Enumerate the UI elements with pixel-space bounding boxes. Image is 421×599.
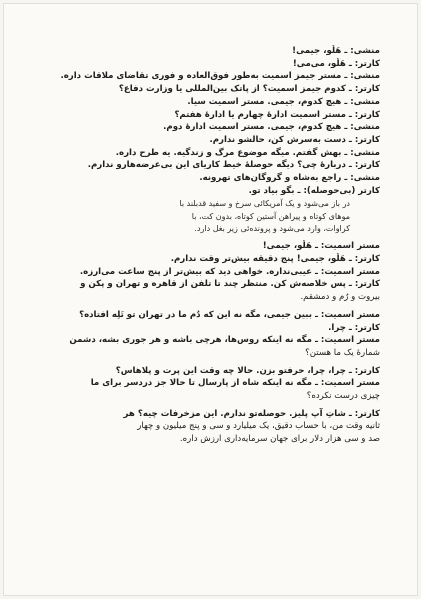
dialogue-line: منشی: ـ هیچ کدوم، جیمی. مستر اسمیت سیا. — [187, 96, 380, 107]
dialogue-line: کارتر: ـ چرا. — [328, 322, 380, 333]
dialogue-line: کارتر: ـ چرا، چرا، حرفتو بزن. حالا چه وقت این پرت و پلاهاس؟ — [115, 365, 380, 376]
dialogue-continuation-line: ثانیه وقت من، با حساب دقیق، یک میلیارد و سی و پنج میلیون و چهار — [137, 421, 380, 432]
dialogue-line: مستر اسمیت: ـ مگه نه اینکه شاه از پارسال تا حالا جز دردسر برای ما — [90, 378, 380, 389]
dialogue-line: کارتر: ـ شاتِ آپ پلیز. حوصله‌تو ندارم. این مزخرفات چیه؟ هر — [123, 408, 380, 419]
dialogue-block — [25, 240, 380, 446]
dialogue-line: کارتر: ـ هَلُو، می‌می! — [292, 58, 380, 69]
dialogue-line: منشی: ـ مستر جیمز اسمیت به‌طور فوق‌العاده و فوری تقاضای ملاقات داره. — [60, 71, 380, 82]
dialogue-continuation-line: صد و سی هزار دلار برای جهان سرمایه‌داری ارزش داره. — [179, 434, 380, 445]
dialogue-continuation-line: چیزی درست نکرده؟ — [306, 391, 380, 402]
dialogue-line: کارتر: ـ پس خلاصه‌ش کن. منتظر چند تا تلفن از قاهره و تهران و پکن و — [80, 279, 380, 290]
dialogue-line: منشی: ـ هَلُو، جیمی! — [292, 46, 380, 56]
dialogue-block — [25, 45, 380, 197]
document-body — [25, 45, 380, 446]
dialogue-line: کارتر: ـ دربارهٔ چی؟ دیگه حوصلهٔ خیط کاریای این بی‌عرضه‌هارو ندارم. — [87, 160, 380, 171]
dialogue-line: منشی: ـ هیچ کدوم، جیمی. مستر اسمیت ادارهٔ دوم. — [163, 122, 380, 133]
dialogue-continuation-line: بیروت و رُم و دمشقم. — [300, 292, 380, 303]
dialogue-continuation-line: شمارهٔ یک ما هستن؟ — [305, 347, 380, 358]
stage-direction-line: کراوات، وارد می‌شود و پرونده‌ئی زیر بغل دارد. — [194, 224, 350, 234]
dialogue-line: منشی: ـ بهش گفتم. میگه موضوع مرگ و زندگیه. یه طرح داره. — [115, 147, 380, 158]
dialogue-line: مستر اسمیت: ـ ببین جیمی، مگه نه این که دُم ما در تهران تو تَلِه افتاده؟ — [79, 309, 380, 320]
dialogue-line: کارتر: ـ دست به‌سرش کن، حالشو ندارم. — [209, 134, 380, 145]
dialogue-line: کارتر: ـ کدوم جیمز اسمیت؟ از پاتک بین‌المللی یا وزارت دفاع؟ — [118, 84, 380, 95]
dialogue-line: کارتر: ـ هَلُو، جیمی! پنج دقیقه بیش‌تر وقت ندارم. — [170, 254, 380, 265]
dialogue-line: کارتر (بی‌حوصله): ـ بگو بیاد تو. — [248, 185, 380, 196]
stage-direction — [25, 198, 380, 235]
stage-direction-line: در باز می‌شود و یک آمریکائی سرخ و سفید قدبلند با — [179, 199, 350, 209]
document-page — [3, 3, 418, 596]
dialogue-line: منشی: ـ راجع به‌شاه و گروگان‌های تهرونه. — [199, 173, 380, 184]
dialogue-line: کارتر: ـ مستر اسمیت ادارهٔ چهارم یا ادارهٔ هفتم؟ — [174, 109, 380, 120]
dialogue-line: مستر اسمیت: ـ مگه نه اینکه روس‌ها، هرچی باشه و هر جوری بشه، دشمن — [69, 335, 380, 346]
dialogue-line: مستر اسمیت: ـ عیبی‌نداره. خواهی دید که بیش‌تر از پنج ساعت می‌ارزه. — [79, 266, 380, 277]
dialogue-line: مستر اسمیت: ـ هَلُو، جیمی! — [262, 241, 380, 252]
stage-direction-line: موهای کوتاه و پیراهن آستین کوتاه، بدون کت، با — [191, 211, 350, 221]
